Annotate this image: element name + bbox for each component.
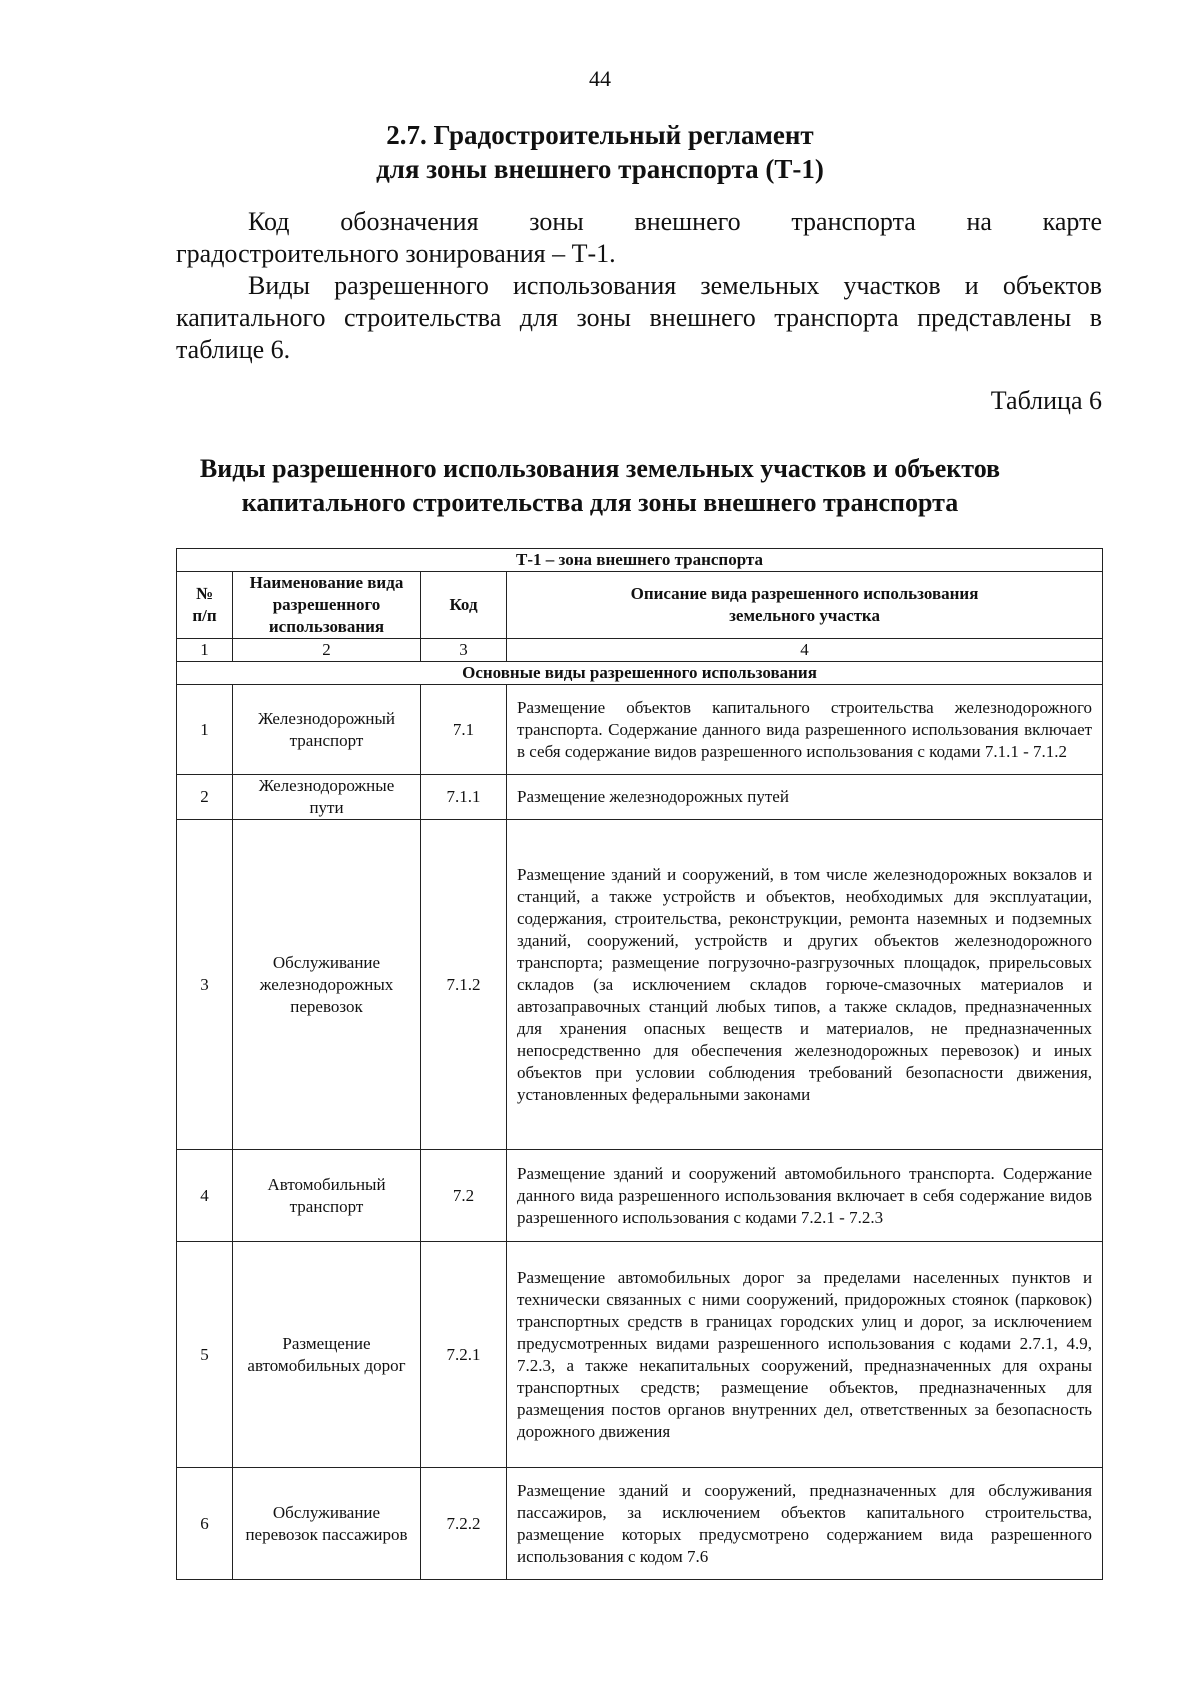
column-numbers-row	[177, 639, 1103, 662]
table-row	[177, 1150, 1103, 1242]
paragraph-zone-code-part-2: градостроительного зонирования – Т-1.	[176, 239, 616, 268]
header-name: Наименование вида разрешенного использования	[233, 572, 421, 639]
row-code: 7.1	[421, 685, 507, 775]
row-num: 3	[177, 820, 233, 1150]
permitted-uses-table	[176, 548, 1103, 1580]
row-desc: Размещение зданий и сооружений автомобильного транспорта. Содержание данного вида разрешенного использования включает в себя содержание видов разрешенного использования с кодами 7.2.1 - 7.2.3	[507, 1150, 1103, 1242]
section-title	[0, 118, 1200, 186]
header-desc: Описание вида разрешенного использования земельного участка	[507, 572, 1103, 639]
row-name: Обслуживание перевозок пассажиров	[233, 1468, 421, 1580]
zone-header: Т-1 – зона внешнего транспорта	[177, 549, 1103, 572]
row-name: Обслуживание железнодорожных перевозок	[233, 820, 421, 1150]
table-row	[177, 775, 1103, 820]
table-row	[177, 820, 1103, 1150]
zone-header-row	[177, 549, 1103, 572]
paragraph-zone-code-part-1: Код обозначения зоны внешнего транспорта на карте	[248, 207, 1102, 236]
column-number: 4	[507, 639, 1103, 662]
group-row	[177, 662, 1103, 685]
row-desc: Размещение автомобильных дорог за пределами населенных пунктов и технически связанных с ними сооружений, придорожных стоянок (парковок) транспортных средств в границах городских улиц и дорог, за исключением предусмотренных видами разрешенного использования с кодами 2.7.1, 4.9, 7.2.3, а также некапитальных сооружений, предназначенных для охраны транспортных средств; размещение объектов, предназначенных для размещения постов органов внутренних дел, ответственных за безопасность дорожного движения	[507, 1242, 1103, 1468]
table-label: Таблица 6	[990, 386, 1102, 415]
row-num: 6	[177, 1468, 233, 1580]
table-title-line-1: Виды разрешенного использования земельных участков и объектов	[199, 454, 1001, 483]
row-name: Железнодорожный транспорт	[233, 685, 421, 775]
column-number: 2	[233, 639, 421, 662]
header-code: Код	[421, 572, 507, 639]
paragraph-zone-code	[176, 206, 1102, 270]
row-code: 7.2.1	[421, 1242, 507, 1468]
row-num: 5	[177, 1242, 233, 1468]
table-title	[0, 452, 1200, 520]
table-row	[177, 1468, 1103, 1580]
table-row	[177, 685, 1103, 775]
table-header-row	[177, 572, 1103, 639]
section-title-line-2: для зоны внешнего транспорта (Т-1)	[376, 154, 824, 184]
paragraph-permitted-uses	[176, 270, 1102, 366]
table-title-line-2: капитального строительства для зоны внешнего транспорта	[241, 488, 959, 517]
row-num: 1	[177, 685, 233, 775]
header-num: № п/п	[177, 572, 233, 639]
row-name: Железнодорожные пути	[233, 775, 421, 820]
row-code: 7.2	[421, 1150, 507, 1242]
row-name: Автомобильный транспорт	[233, 1150, 421, 1242]
column-number: 3	[421, 639, 507, 662]
column-number: 1	[177, 639, 233, 662]
row-num: 4	[177, 1150, 233, 1242]
group-label: Основные виды разрешенного использования	[177, 662, 1103, 685]
row-code: 7.1.2	[421, 820, 507, 1150]
row-code: 7.1.1	[421, 775, 507, 820]
paragraph-permitted-uses-part-1: Виды разрешенного использования земельных участков и объектов капитального строительства для зоны внешнего транспорта представлены	[176, 271, 1102, 332]
table-row	[177, 1242, 1103, 1468]
page-number: 44	[589, 66, 611, 91]
paragraph-permitted-uses-part-2: в таблице 6.	[176, 303, 1102, 364]
row-desc: Размещение железнодорожных путей	[507, 775, 1103, 820]
row-desc: Размещение зданий и сооружений, предназначенных для обслуживания пассажиров, за исключением объектов капитального строительства, размещение которых предусмотрено содержанием вида разрешенного использования с кодом 7.6	[507, 1468, 1103, 1580]
row-num: 2	[177, 775, 233, 820]
row-code: 7.2.2	[421, 1468, 507, 1580]
row-name: Размещение автомобильных дорог	[233, 1242, 421, 1468]
row-desc: Размещение зданий и сооружений, в том числе железнодорожных вокзалов и станций, а также устройств и объектов, необходимых для эксплуатации, содержания, строительства, реконструкции, ремонта наземных и подземных зданий, сооружений, устройств и других объектов железнодорожного транспорта; размещение погрузочно-разгрузочных площадок, прирельсовых складов (за исключением складов горюче-смазочных материалов и автозаправочных станций любых типов, а также складов, предназначенных для хранения опасных веществ и материалов, не предназначенных непосредственно для обеспечения железнодорожных перевозок) и иных объектов при условии соблюдения требований безопасности движения, установленных федеральными законами	[507, 820, 1103, 1150]
section-title-line-1: 2.7. Градостроительный регламент	[386, 120, 814, 150]
row-desc: Размещение объектов капитального строительства железнодорожного транспорта. Содержание данного вида разрешенного использования включает в себя содержание видов разрешенного использования с кодами 7.1.1 - 7.1.2	[507, 685, 1103, 775]
